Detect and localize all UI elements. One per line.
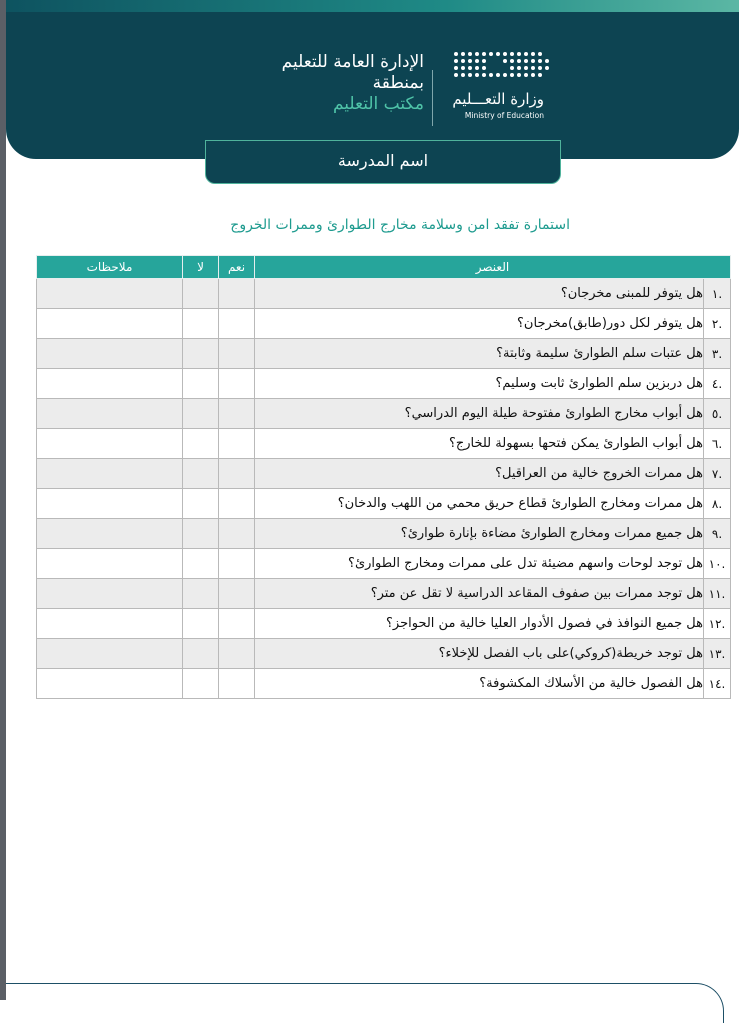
no-cell[interactable] — [183, 369, 219, 399]
row-number: .٥ — [704, 399, 731, 429]
top-accent-stripe — [6, 0, 739, 12]
header-line-directorate: الإدارة العامة للتعليم — [281, 52, 424, 72]
table-row — [37, 639, 731, 669]
logo-dot — [531, 66, 535, 70]
no-cell[interactable] — [183, 489, 219, 519]
notes-cell[interactable] — [37, 459, 183, 489]
row-number: .١ — [704, 279, 731, 309]
notes-cell[interactable] — [37, 399, 183, 429]
logo-dot — [475, 73, 479, 77]
logo-dot — [517, 52, 521, 56]
logo-english-text: Ministry of Education — [464, 111, 544, 120]
row-number: .١١ — [704, 579, 731, 609]
footer-border — [6, 983, 724, 1023]
no-cell[interactable] — [183, 429, 219, 459]
logo-arabic-text: وزارة التعـــليم — [452, 90, 544, 108]
yes-cell[interactable] — [219, 549, 255, 579]
ministry-logo — [436, 52, 556, 132]
yes-cell[interactable] — [219, 489, 255, 519]
no-cell[interactable] — [183, 639, 219, 669]
row-item-text: هل الفصول خالية من الأسلاك المكشوفة؟ — [255, 669, 704, 699]
row-item-text: هل جميع النوافذ في فصول الأدوار العليا خالية من الحواجز؟ — [255, 609, 704, 639]
row-number: .١٠ — [704, 549, 731, 579]
logo-dot — [531, 73, 535, 77]
logo-dot — [538, 66, 542, 70]
notes-cell[interactable] — [37, 369, 183, 399]
table-row — [37, 459, 731, 489]
table-row — [37, 369, 731, 399]
row-item-text: هل عتبات سلم الطوارئ سليمة وثابتة؟ — [255, 339, 704, 369]
row-number: .٣ — [704, 339, 731, 369]
page-header — [6, 12, 739, 159]
header-divider — [432, 70, 433, 126]
logo-dot — [489, 73, 493, 77]
logo-dot — [482, 73, 486, 77]
logo-dot — [468, 52, 472, 56]
logo-dot — [461, 73, 465, 77]
no-cell[interactable] — [183, 339, 219, 369]
notes-cell[interactable] — [37, 579, 183, 609]
logo-dot — [524, 52, 528, 56]
header-notes: ملاحظات — [37, 256, 183, 279]
table-row — [37, 399, 731, 429]
logo-dot — [454, 66, 458, 70]
logo-dot — [517, 73, 521, 77]
row-item-text: هل ممرات الخروج خالية من العراقيل؟ — [255, 459, 704, 489]
logo-dots-icon — [454, 52, 550, 88]
no-cell[interactable] — [183, 549, 219, 579]
row-number: .١٢ — [704, 609, 731, 639]
yes-cell[interactable] — [219, 669, 255, 699]
table-row — [37, 429, 731, 459]
logo-dot — [489, 52, 493, 56]
logo-dot — [454, 59, 458, 63]
row-number: .١٣ — [704, 639, 731, 669]
yes-cell[interactable] — [219, 519, 255, 549]
table-row — [37, 339, 731, 369]
header-text-block — [186, 52, 424, 115]
logo-dot — [517, 66, 521, 70]
logo-dot — [538, 52, 542, 56]
logo-dot — [545, 59, 549, 63]
logo-dot — [468, 66, 472, 70]
no-cell[interactable] — [183, 669, 219, 699]
yes-cell[interactable] — [219, 369, 255, 399]
table-row — [37, 669, 731, 699]
table-row — [37, 519, 731, 549]
no-cell[interactable] — [183, 399, 219, 429]
logo-dot — [461, 59, 465, 63]
no-cell[interactable] — [183, 309, 219, 339]
row-item-text: هل توجد ممرات بين صفوف المقاعد الدراسية لا تقل عن متر؟ — [255, 579, 704, 609]
table-header-row — [37, 256, 731, 279]
row-number: .٢ — [704, 309, 731, 339]
logo-dot — [524, 59, 528, 63]
logo-dot — [531, 52, 535, 56]
row-number: .٤ — [704, 369, 731, 399]
row-item-text: هل يتوفر للمبنى مخرجان؟ — [255, 279, 704, 309]
notes-cell[interactable] — [37, 669, 183, 699]
notes-cell[interactable] — [37, 639, 183, 669]
yes-cell[interactable] — [219, 609, 255, 639]
logo-dot — [482, 59, 486, 63]
logo-dot — [524, 66, 528, 70]
logo-dot — [461, 66, 465, 70]
logo-dot — [538, 73, 542, 77]
table-row — [37, 549, 731, 579]
logo-dot — [531, 59, 535, 63]
logo-dot — [475, 66, 479, 70]
yes-cell[interactable] — [219, 579, 255, 609]
table-row — [37, 309, 731, 339]
yes-cell[interactable] — [219, 459, 255, 489]
logo-dot — [538, 59, 542, 63]
no-cell[interactable] — [183, 579, 219, 609]
row-number: .١٤ — [704, 669, 731, 699]
logo-dot — [475, 52, 479, 56]
logo-dot — [496, 73, 500, 77]
page-edge-strip — [0, 0, 6, 1000]
row-item-text: هل ممرات ومخارج الطوارئ قطاع حريق محمي من اللهب والدخان؟ — [255, 489, 704, 519]
notes-cell[interactable] — [37, 279, 183, 309]
checklist-table — [36, 255, 731, 699]
row-number: .٨ — [704, 489, 731, 519]
notes-cell[interactable] — [37, 549, 183, 579]
logo-dot — [468, 59, 472, 63]
row-item-text: هل يتوفر لكل دور(طابق)مخرجان؟ — [255, 309, 704, 339]
logo-dot — [503, 59, 507, 63]
logo-dot — [482, 66, 486, 70]
notes-cell[interactable] — [37, 429, 183, 459]
logo-dot — [510, 52, 514, 56]
notes-cell[interactable] — [37, 489, 183, 519]
notes-cell[interactable] — [37, 339, 183, 369]
no-cell[interactable] — [183, 279, 219, 309]
row-item-text: هل أبواب مخارج الطوارئ مفتوحة طيلة اليوم الدراسي؟ — [255, 399, 704, 429]
header-line-region: بمنطقة — [372, 73, 424, 93]
row-item-text: هل دربزين سلم الطوارئ ثابت وسليم؟ — [255, 369, 704, 399]
row-item-text: هل أبواب الطوارئ يمكن فتحها بسهولة للخارج؟ — [255, 429, 704, 459]
yes-cell[interactable] — [219, 639, 255, 669]
no-cell[interactable] — [183, 609, 219, 639]
logo-dot — [454, 52, 458, 56]
no-cell[interactable] — [183, 459, 219, 489]
school-name-box[interactable]: اسم المدرسة — [205, 140, 561, 184]
notes-cell[interactable] — [37, 609, 183, 639]
yes-cell[interactable] — [219, 309, 255, 339]
yes-cell[interactable] — [219, 339, 255, 369]
row-number: .٩ — [704, 519, 731, 549]
row-item-text: هل جميع ممرات ومخارج الطوارئ مضاءة بإنارة طوارئ؟ — [255, 519, 704, 549]
logo-dot — [524, 73, 528, 77]
yes-cell[interactable] — [219, 429, 255, 459]
logo-dot — [510, 59, 514, 63]
logo-dot — [496, 52, 500, 56]
logo-dot — [517, 59, 521, 63]
logo-dot — [482, 52, 486, 56]
row-item-text: هل توجد خريطة(كروكي)على باب الفصل للإخلاء؟ — [255, 639, 704, 669]
header-yes: نعم — [219, 256, 255, 279]
table-row — [37, 279, 731, 309]
row-number: .٦ — [704, 429, 731, 459]
logo-dot — [503, 73, 507, 77]
yes-cell[interactable] — [219, 279, 255, 309]
header-line-office: مكتب التعليم — [332, 94, 424, 114]
header-item: العنصر — [255, 256, 731, 279]
row-number: .٧ — [704, 459, 731, 489]
form-title: استمارة تفقد امن وسلامة مخارج الطوارئ وممرات الخروج — [230, 217, 570, 233]
logo-dot — [545, 66, 549, 70]
header-no: لا — [183, 256, 219, 279]
logo-dot — [461, 52, 465, 56]
logo-dot — [468, 73, 472, 77]
logo-dot — [454, 73, 458, 77]
logo-dot — [475, 59, 479, 63]
row-item-text: هل توجد لوحات واسهم مضيئة تدل على ممرات ومخارج الطوارئ؟ — [255, 549, 704, 579]
no-cell[interactable] — [183, 519, 219, 549]
notes-cell[interactable] — [37, 519, 183, 549]
logo-dot — [510, 73, 514, 77]
table-row — [37, 489, 731, 519]
table-row — [37, 579, 731, 609]
logo-dot — [510, 66, 514, 70]
yes-cell[interactable] — [219, 399, 255, 429]
notes-cell[interactable] — [37, 309, 183, 339]
logo-dot — [503, 52, 507, 56]
table-row — [37, 609, 731, 639]
